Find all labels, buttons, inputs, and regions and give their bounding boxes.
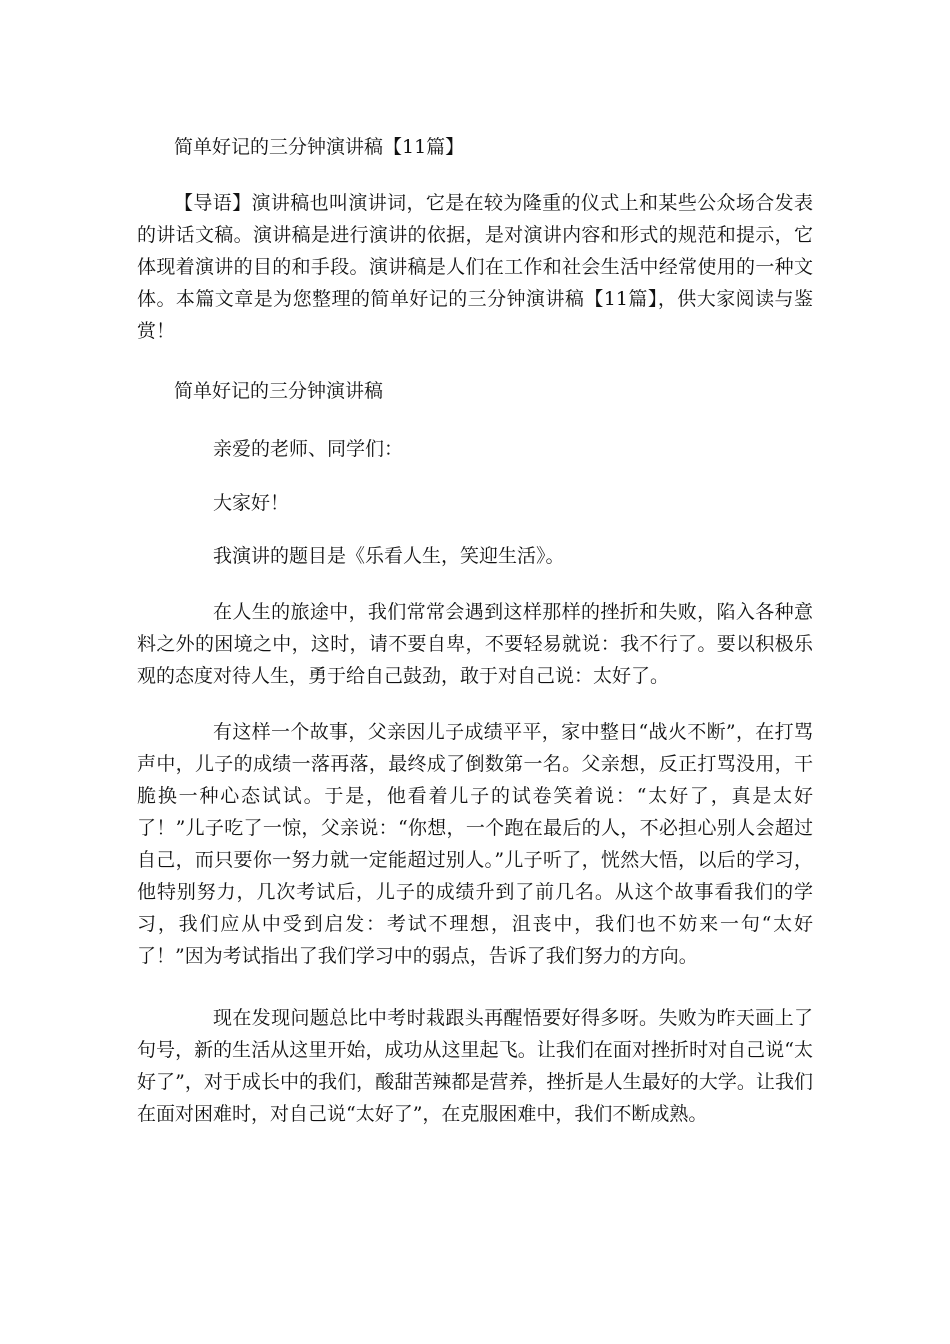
salutation: 亲爱的老师、同学们： — [213, 438, 404, 460]
intro-paragraph: 【导语】演讲稿也叫演讲词，它是在较为隆重的仪式上和某些公众场合发表的讲话文稿。演讲稿是进行演讲的依据，是对演讲内容和形式的规范和提示，它体现着演讲的目的和手段。演讲稿是人们在工作和社会生活中经常使用的一种文体。本篇文章是为您整理的简单好记的三分钟演讲稿【11篇】，供大家阅读与鉴赏！ — [137, 192, 813, 342]
document-title: 简单好记的三分钟演讲稿【11篇】 — [174, 136, 465, 158]
body-paragraph-2: 有这样一个故事，父亲因儿子成绩平平，家中整日“战火不断”，在打骂声中，儿子的成绩一落再落，最终成了倒数第一名。父亲想，反正打骂没用，干脆换一种心态试试。于是，他看着儿子的试卷笑着说：“太好了，真是太好了！”儿子吃了一惊，父亲说：“你想，一个跑在最后的人，不必担心别人会超过自己，而只要你一努力就一定能超过别人。”儿子听了，恍然大悟，以后的学习，他特别努力，几次考试后，儿子的成绩升到了前几名。从这个故事看我们的学习，我们应从中受到启发：考试不理想，沮丧中，我们也不妨来一句“太好了！”因为考试指出了我们学习中的弱点，告诉了我们努力的方向。 — [137, 721, 813, 967]
body-paragraph-1: 在人生的旅途中，我们常常会遇到这样那样的挫折和失败，陷入各种意料之外的困境之中，这时，请不要自卑，不要轻易就说：我不行了。要以积极乐观的态度对待人生，勇于给自己鼓劲，敢于对自己说：太好了。 — [137, 601, 813, 687]
greeting: 大家好！ — [213, 492, 290, 514]
speech-topic: 我演讲的题目是《乐看人生，笑迎生活》。 — [213, 545, 565, 567]
body-paragraph-3: 现在发现问题总比中考时栽跟头再醒悟要好得多呀。失败为昨天画上了句号，新的生活从这里开始，成功从这里起飞。让我们在面对挫折时对自己说“太好了”，对于成长中的我们，酸甜苦辣都是营养，挫折是人生最好的大学。让我们在面对困难时，对自己说“太好了”，在克服困难中，我们不断成熟。 — [137, 1007, 813, 1125]
section-title: 简单好记的三分钟演讲稿 — [174, 380, 384, 402]
